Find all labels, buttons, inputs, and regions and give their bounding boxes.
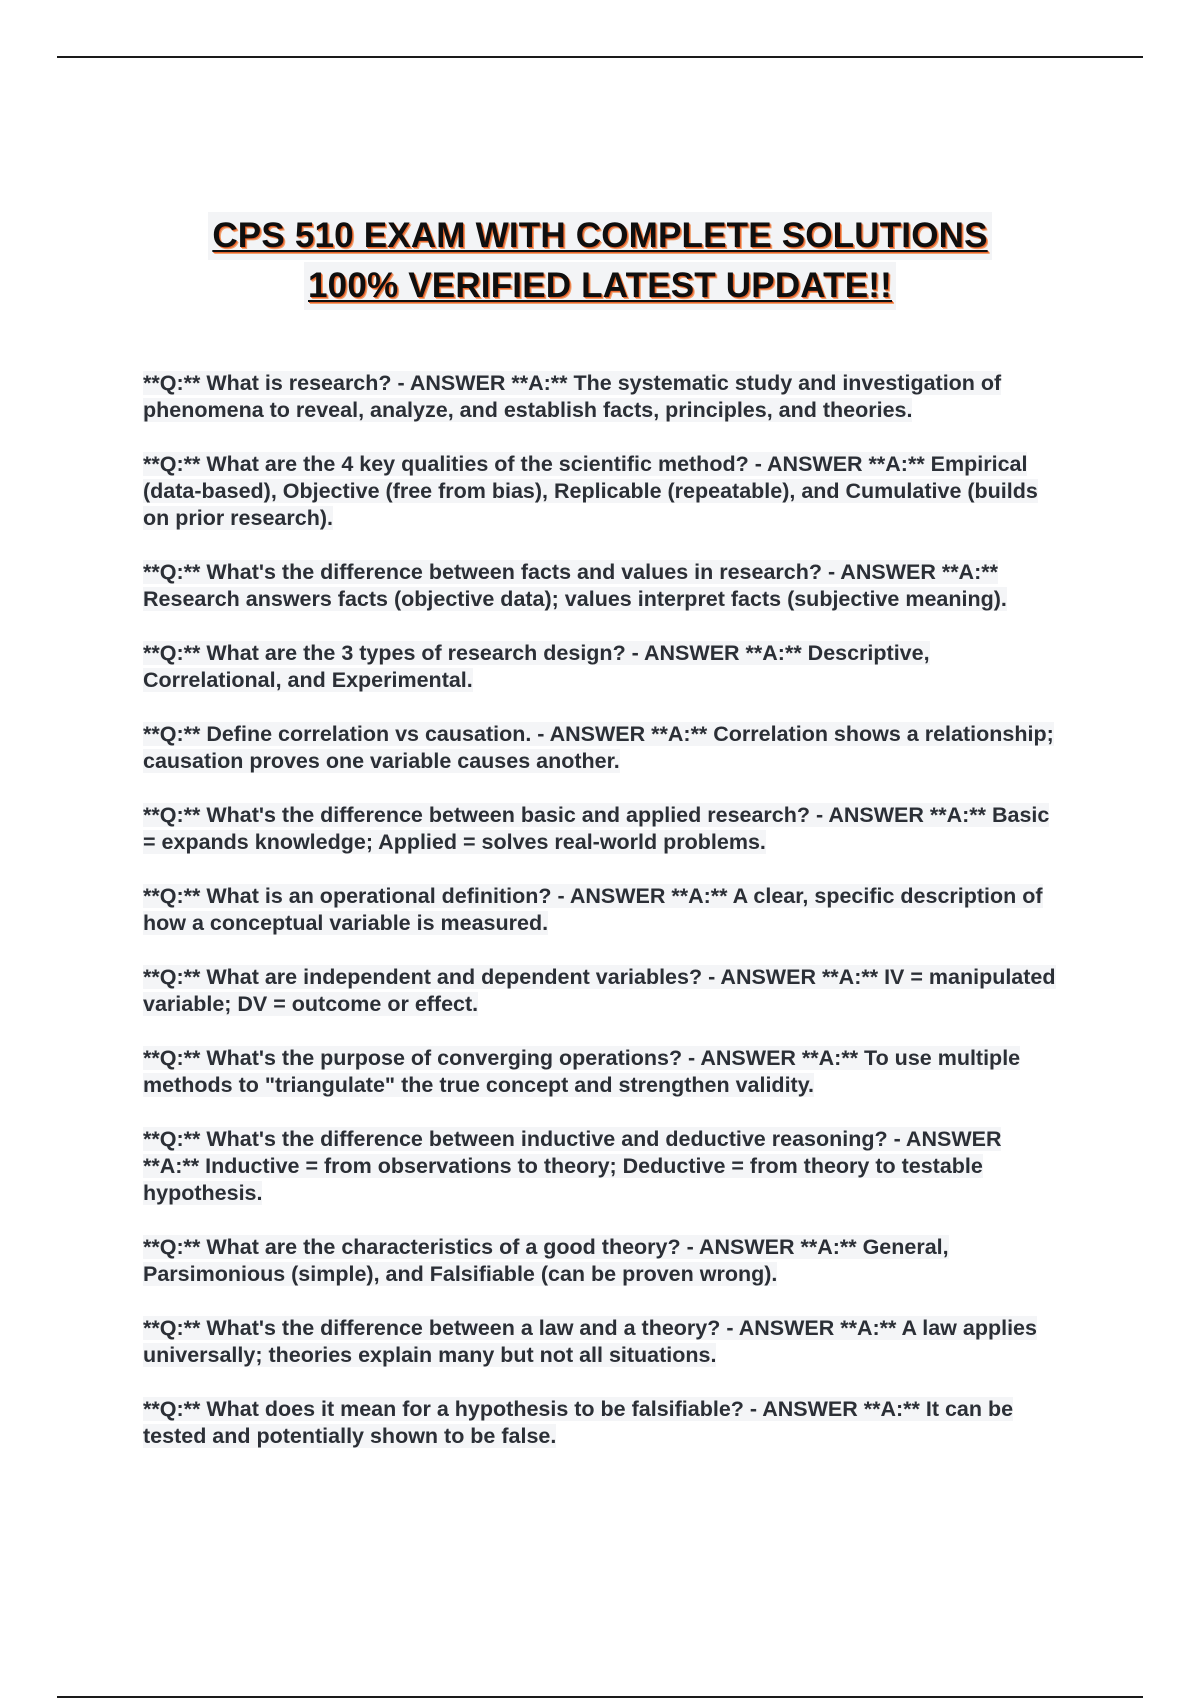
qa-item	[143, 640, 1061, 694]
qa-item	[143, 1396, 1061, 1450]
bottom-rule	[57, 1696, 1143, 1698]
top-rule	[57, 56, 1143, 58]
qa-text: **Q:** Define correlation vs causation. - ANSWER **A:** Correlation shows a relationship; causation proves one variable causes another.	[143, 722, 1054, 773]
qa-text: **Q:** What is an operational definition? - ANSWER **A:** A clear, specific description of how a conceptual variable is measured.	[143, 884, 1043, 935]
qa-item	[143, 721, 1061, 775]
qa-item	[143, 559, 1061, 613]
qa-text: **Q:** What's the difference between basic and applied research? - ANSWER **A:** Basic = expands knowledge; Applied = solves real-world problems.	[143, 803, 1050, 854]
qa-item	[143, 370, 1061, 424]
qa-item	[143, 451, 1061, 532]
title-line-1: CPS 510 EXAM WITH COMPLETE SOLUTIONS	[208, 212, 991, 260]
qa-text: **Q:** What is research? - ANSWER **A:** The systematic study and investigation of phenomena to reveal, analyze, and establish facts, principles, and theories.	[143, 371, 1002, 422]
qa-item	[143, 964, 1061, 1018]
qa-item	[143, 1126, 1061, 1207]
qa-text: **Q:** What's the difference between facts and values in research? - ANSWER **A:** Research answers facts (objective data); values interpret facts (subjective meaning).	[143, 560, 1007, 611]
qa-text: **Q:** What are the 3 types of research design? - ANSWER **A:** Descriptive, Correlational, and Experimental.	[143, 641, 930, 692]
qa-list	[143, 370, 1061, 1477]
title-line-2: 100% VERIFIED LATEST UPDATE!!	[304, 262, 896, 310]
qa-text: **Q:** What does it mean for a hypothesis to be falsifiable? - ANSWER **A:** It can be tested and potentially shown to be false.	[143, 1397, 1014, 1448]
qa-text: **Q:** What's the purpose of converging operations? - ANSWER **A:** To use multiple methods to "triangulate" the true concept and strengthen validity.	[143, 1046, 1021, 1097]
qa-item	[143, 1234, 1061, 1288]
qa-item	[143, 1045, 1061, 1099]
qa-text: **Q:** What are the 4 key qualities of the scientific method? - ANSWER **A:** Empirical (data-based), Objective (free from bias), Replicable (repeatable), and Cumulative (builds on prior research).	[143, 452, 1038, 530]
qa-text: **Q:** What's the difference between a law and a theory? - ANSWER **A:** A law applies universally; theories explain many but not all situations.	[143, 1316, 1037, 1367]
qa-item	[143, 883, 1061, 937]
document-title	[0, 212, 1200, 312]
qa-item	[143, 802, 1061, 856]
qa-text: **Q:** What are the characteristics of a good theory? - ANSWER **A:** General, Parsimonious (simple), and Falsifiable (can be proven wrong).	[143, 1235, 949, 1286]
qa-text: **Q:** What are independent and dependent variables? - ANSWER **A:** IV = manipulated variable; DV = outcome or effect.	[143, 965, 1056, 1016]
qa-item	[143, 1315, 1061, 1369]
qa-text: **Q:** What's the difference between inductive and deductive reasoning? - ANSWER **A:** Inductive = from observations to theory; Deductive = from theory to testable hypothesis.	[143, 1127, 1002, 1205]
